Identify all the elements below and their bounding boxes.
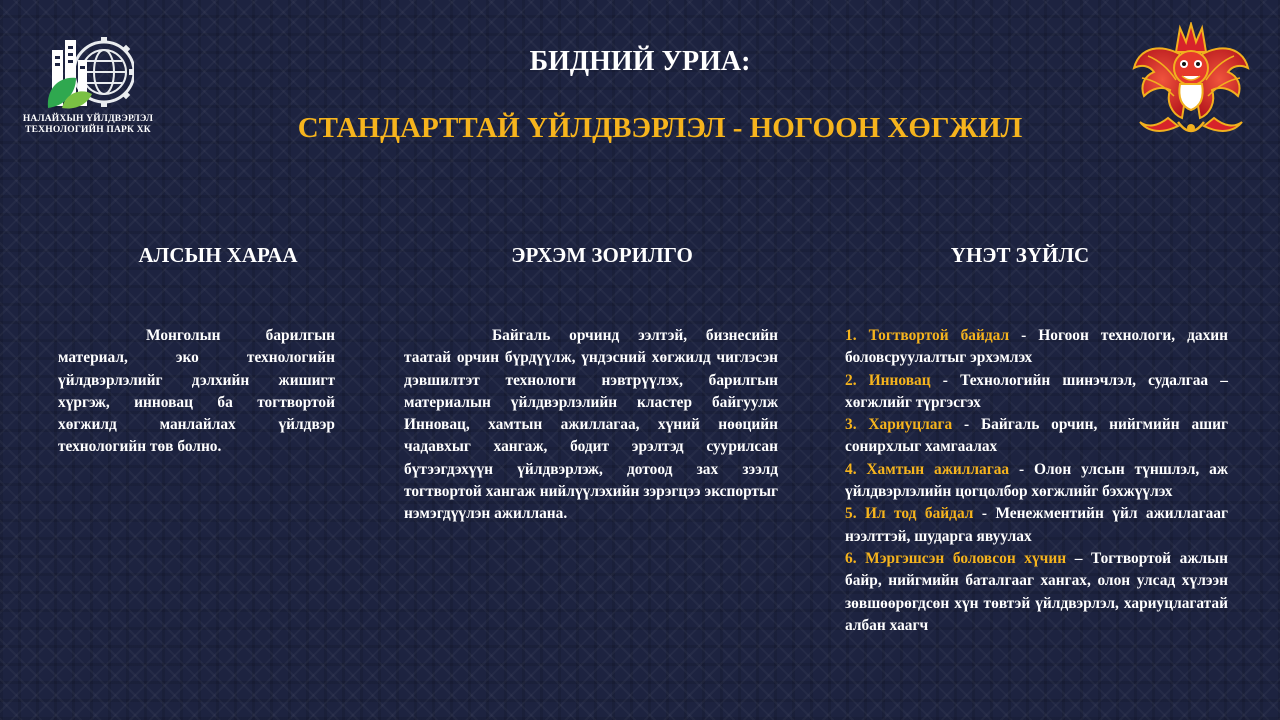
values-item-desc: - Технологийн шинэчлэл, судалгаа – хөгжлийг түргэсгэх bbox=[845, 371, 1228, 411]
values-item bbox=[845, 459, 1228, 504]
values-item bbox=[845, 370, 1228, 415]
logo-caption-line1: НАЛАЙХЫН ҮЙЛДВЭРЛЭЛ bbox=[22, 114, 154, 124]
vision-text: Монголын барилгын материал, эко технологийн үйлдвэрлэлийг дэлхийн жишигт хүргэж, инновац ба тогтвортой хөгжилд манлайлах үйлдвэр технологийн төв болно. bbox=[58, 327, 335, 456]
values-item-key: 3. Хариуцлага bbox=[845, 416, 953, 434]
values-item-key: 6. Мэргэшсэн боловсон хүчин bbox=[845, 549, 1067, 567]
mission-text-block bbox=[404, 325, 778, 526]
values-item bbox=[845, 548, 1228, 637]
values-item-desc: – Тогтвортой ажлын байр, нийгмийн баталгааг хангах, олон улсад хүлээн зөвшөөрөгдсөн хүн төвтэй үйлдвэрлэл, хариуцлагатай албан хаагч bbox=[845, 549, 1229, 634]
values-item-key: 2. Инновац bbox=[845, 371, 931, 389]
page-title: БИДНИЙ УРИА: bbox=[529, 46, 751, 77]
slogan: СТАНДАРТТАЙ ҮЙЛДВЭРЛЭЛ - НОГООН ХӨГЖИЛ bbox=[297, 112, 1023, 144]
values-item-key: 4. Хамтын ажиллагаа bbox=[845, 460, 1010, 478]
values-item-key: 1. Тогтвортой байдал bbox=[845, 327, 1010, 344]
values-item-desc: - Ногоон технологи, дахин боловсруулалтыг эрхэмлэх bbox=[845, 327, 1228, 367]
company-logo-caption bbox=[18, 114, 158, 136]
values-item-key: 5. Ил тод байдал bbox=[845, 505, 974, 523]
values-item-desc: - Менежментийн үйл ажиллагааг нээлттэй, шударга явуулах bbox=[845, 505, 1228, 545]
vision-text-block bbox=[58, 325, 335, 459]
mission-heading: ЭРХЭМ ЗОРИЛГО bbox=[511, 243, 693, 267]
values-heading: ҮНЭТ ЗҮЙЛС bbox=[950, 243, 1090, 267]
values-item bbox=[845, 503, 1228, 548]
factory-globe-leaf-logo-icon bbox=[42, 32, 134, 112]
values-list bbox=[845, 325, 1228, 637]
vision-heading: АЛСЫН ХАРАА bbox=[138, 243, 298, 267]
mission-text: Байгаль орчинд ээлтэй, бизнесийн таатай орчин бүрдүүлж, үндэсний хөгжилд чиглэсэн дэвшилтэт технологи нэвтрүүлэх, барилгын материалын үйлдвэрлэлийн кластер байгуулж Инновац, хамтын ажиллагаа, хүний нөөцийн чадавхыг хангаж, бодит эрэлтэд суурилсан бүтээгдэхүүн үйлдвэрлэж, дотоод зах зээлд тогтвортой хангаж нийлүүлэхийн зэрэгцээ экспортыг нэмэгдүүлэн ажиллана. bbox=[404, 327, 778, 523]
city-emblem-icon bbox=[1128, 22, 1254, 146]
values-item-desc: - Байгаль орчин, нийгмийн ашиг сонирхлыг хамгаалах bbox=[845, 416, 1228, 456]
values-item-desc: - Олон улсын түншлэл, аж үйлдвэрлэлийн цогцолбор хөгжлийг бэхжүүлэх bbox=[845, 460, 1229, 501]
company-logo bbox=[18, 32, 158, 142]
values-item bbox=[845, 325, 1228, 370]
logo-caption-line2: ТЕХНОЛОГИЙН ПАРК ХК bbox=[25, 125, 151, 135]
values-item bbox=[845, 414, 1228, 459]
